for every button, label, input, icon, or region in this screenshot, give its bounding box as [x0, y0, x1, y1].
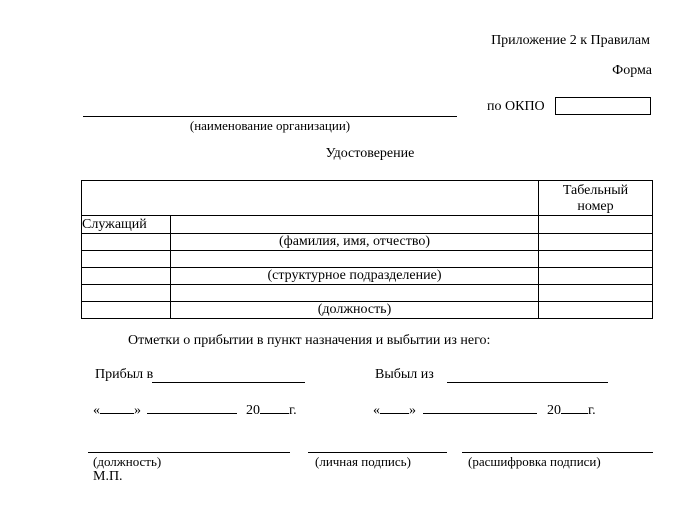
fio-caption-cell: (фамилия, имя, отчество) — [171, 234, 539, 251]
appendix-note: Приложение 2 к Правилам — [491, 33, 650, 48]
okpo-label: по ОКПО — [487, 99, 545, 114]
employee-col-cell — [82, 234, 171, 251]
personal-signature-caption: (личная подпись) — [315, 454, 411, 469]
tab-number-cell[interactable] — [539, 268, 653, 285]
tab-number-cell[interactable] — [539, 251, 653, 268]
close-quote: » — [409, 403, 416, 418]
year-field[interactable] — [260, 401, 289, 414]
employee-col-cell — [82, 285, 171, 302]
tab-number-cell[interactable] — [539, 302, 653, 319]
position-signature-caption: (должность) — [93, 454, 162, 469]
personal-signature-line[interactable] — [308, 439, 447, 453]
marks-heading: Отметки о прибытии в пункт назначения и выбытии из него: — [128, 333, 491, 348]
day-field[interactable] — [100, 401, 134, 414]
okpo-field[interactable] — [555, 97, 651, 115]
document-title: Удостоверение — [325, 146, 415, 161]
signature-transcript-caption: (расшифровка подписи) — [468, 454, 601, 469]
position-signature-line[interactable] — [88, 439, 290, 453]
open-quote: « — [93, 403, 100, 418]
month-field[interactable] — [147, 401, 237, 414]
department-value-cell[interactable] — [171, 251, 539, 268]
month-field[interactable] — [423, 401, 537, 414]
century-text: 20 — [246, 403, 260, 418]
arrival-date-row — [93, 401, 297, 418]
department-caption-cell: (структурное подразделение) — [171, 268, 539, 285]
employee-col-cell — [82, 251, 171, 268]
position-caption-cell: (должность) — [171, 302, 539, 319]
fio-value-cell[interactable] — [171, 216, 539, 234]
stamp-place-label: М.П. — [93, 469, 123, 484]
tab-number-value-cell[interactable] — [539, 216, 653, 234]
close-quote: » — [134, 403, 141, 418]
tab-number-cell[interactable] — [539, 234, 653, 251]
departure-place-field[interactable] — [447, 369, 608, 383]
employee-col-cell — [82, 268, 171, 285]
employee-label-cell: Служащий — [82, 216, 171, 234]
employee-col-cell — [82, 302, 171, 319]
form-label: Форма — [612, 63, 652, 78]
century-text: 20 — [547, 403, 561, 418]
departed-label: Выбыл из — [375, 367, 434, 382]
organization-name-field[interactable] — [83, 98, 457, 117]
departure-date-row — [373, 401, 596, 418]
table-header-spacer — [82, 181, 539, 216]
signature-transcript-line[interactable] — [462, 439, 653, 453]
employee-table — [81, 180, 653, 319]
year-suffix: г. — [289, 403, 297, 418]
organization-name-caption: (наименование организации) — [189, 118, 351, 133]
open-quote: « — [373, 403, 380, 418]
position-value-cell[interactable] — [171, 285, 539, 302]
year-suffix: г. — [588, 403, 596, 418]
day-field[interactable] — [380, 401, 409, 414]
tab-number-header: Табельный номер — [539, 181, 653, 216]
tab-number-cell[interactable] — [539, 285, 653, 302]
arrived-label: Прибыл в — [95, 367, 154, 382]
arrival-place-field[interactable] — [152, 369, 305, 383]
year-field[interactable] — [561, 401, 588, 414]
